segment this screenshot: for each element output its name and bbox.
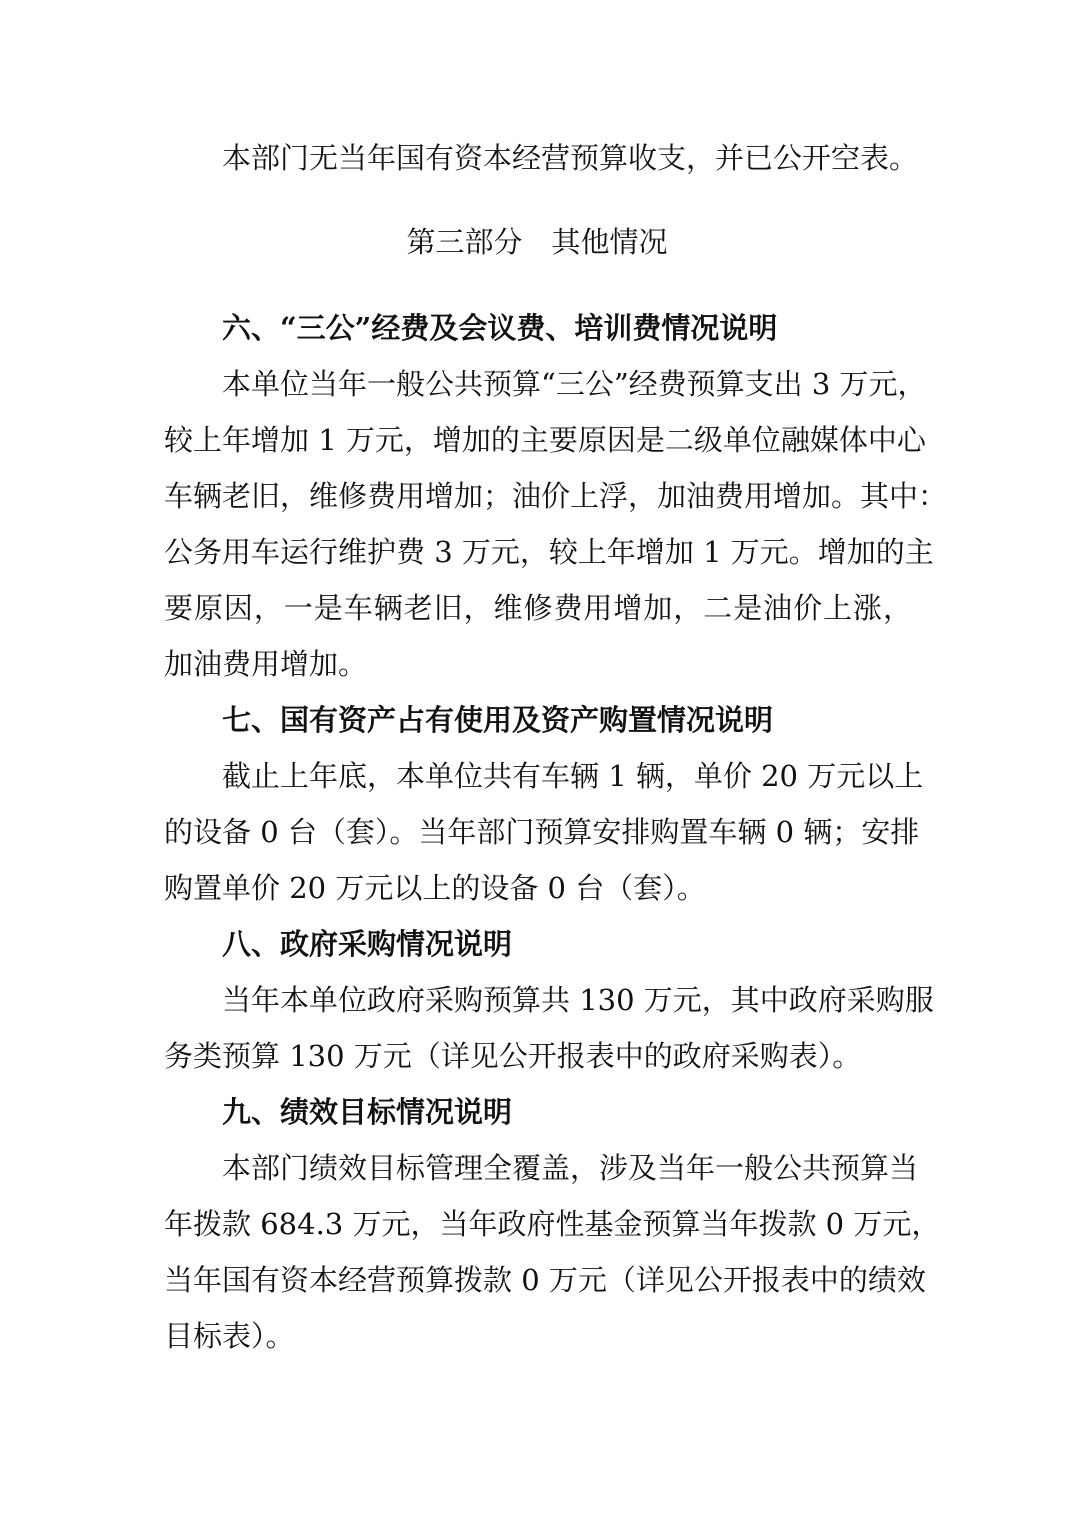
section-title: 第三部分 其他情况 bbox=[406, 225, 668, 259]
intro-paragraph: 本部门无当年国有资本经营预算收支，并已公开空表。 bbox=[222, 141, 919, 175]
sec6-line-6: 加油费用增加。 bbox=[164, 647, 368, 681]
sec6-line-1: 本单位当年一般公共预算“三公”经费预算支出 3 万元， bbox=[222, 367, 927, 401]
sec8-line-1: 当年本单位政府采购预算共 130 万元，其中政府采购服 bbox=[222, 983, 934, 1017]
sec6-line-5: 要原因，一是车辆老旧，维修费用增加，二是油价上涨， bbox=[164, 591, 912, 625]
heading-section-8: 八、政府采购情况说明 bbox=[222, 927, 513, 961]
sec9-line-3: 当年国有资本经营预算拨款 0 万元（详见公开报表中的绩效 bbox=[164, 1263, 926, 1297]
sec7-line-1: 截止上年底，本单位共有车辆 1 辆，单价 20 万元以上 bbox=[222, 759, 924, 793]
sec9-line-1: 本部门绩效目标管理全覆盖，涉及当年一般公共预算当 bbox=[222, 1151, 919, 1185]
sec7-line-2: 的设备 0 台（套）。当年部门预算安排购置车辆 0 辆；安排 bbox=[164, 815, 920, 849]
sec8-line-2: 务类预算 130 万元（详见公开报表中的政府采购表）。 bbox=[164, 1039, 862, 1073]
sec6-line-3: 车辆老旧，维修费用增加；油价上浮，加油费用增加。其中： bbox=[164, 479, 948, 513]
sec9-line-2: 年拨款 684.3 万元，当年政府性基金预算当年拨款 0 万元， bbox=[164, 1207, 941, 1241]
sec7-line-3: 购置单价 20 万元以上的设备 0 台（套）。 bbox=[164, 871, 706, 905]
heading-section-7: 七、国有资产占有使用及资产购置情况说明 bbox=[222, 703, 774, 737]
sec6-line-4: 公务用车运行维护费 3 万元，较上年增加 1 万元。增加的主 bbox=[164, 535, 934, 569]
heading-section-9: 九、绩效目标情况说明 bbox=[222, 1095, 513, 1129]
heading-section-6: 六、“三公”经费及会议费、培训费情况说明 bbox=[222, 311, 778, 345]
sec9-line-4: 目标表）。 bbox=[164, 1319, 295, 1353]
sec6-line-2: 较上年增加 1 万元，增加的主要原因是二级单位融媒体中心 bbox=[164, 423, 926, 457]
